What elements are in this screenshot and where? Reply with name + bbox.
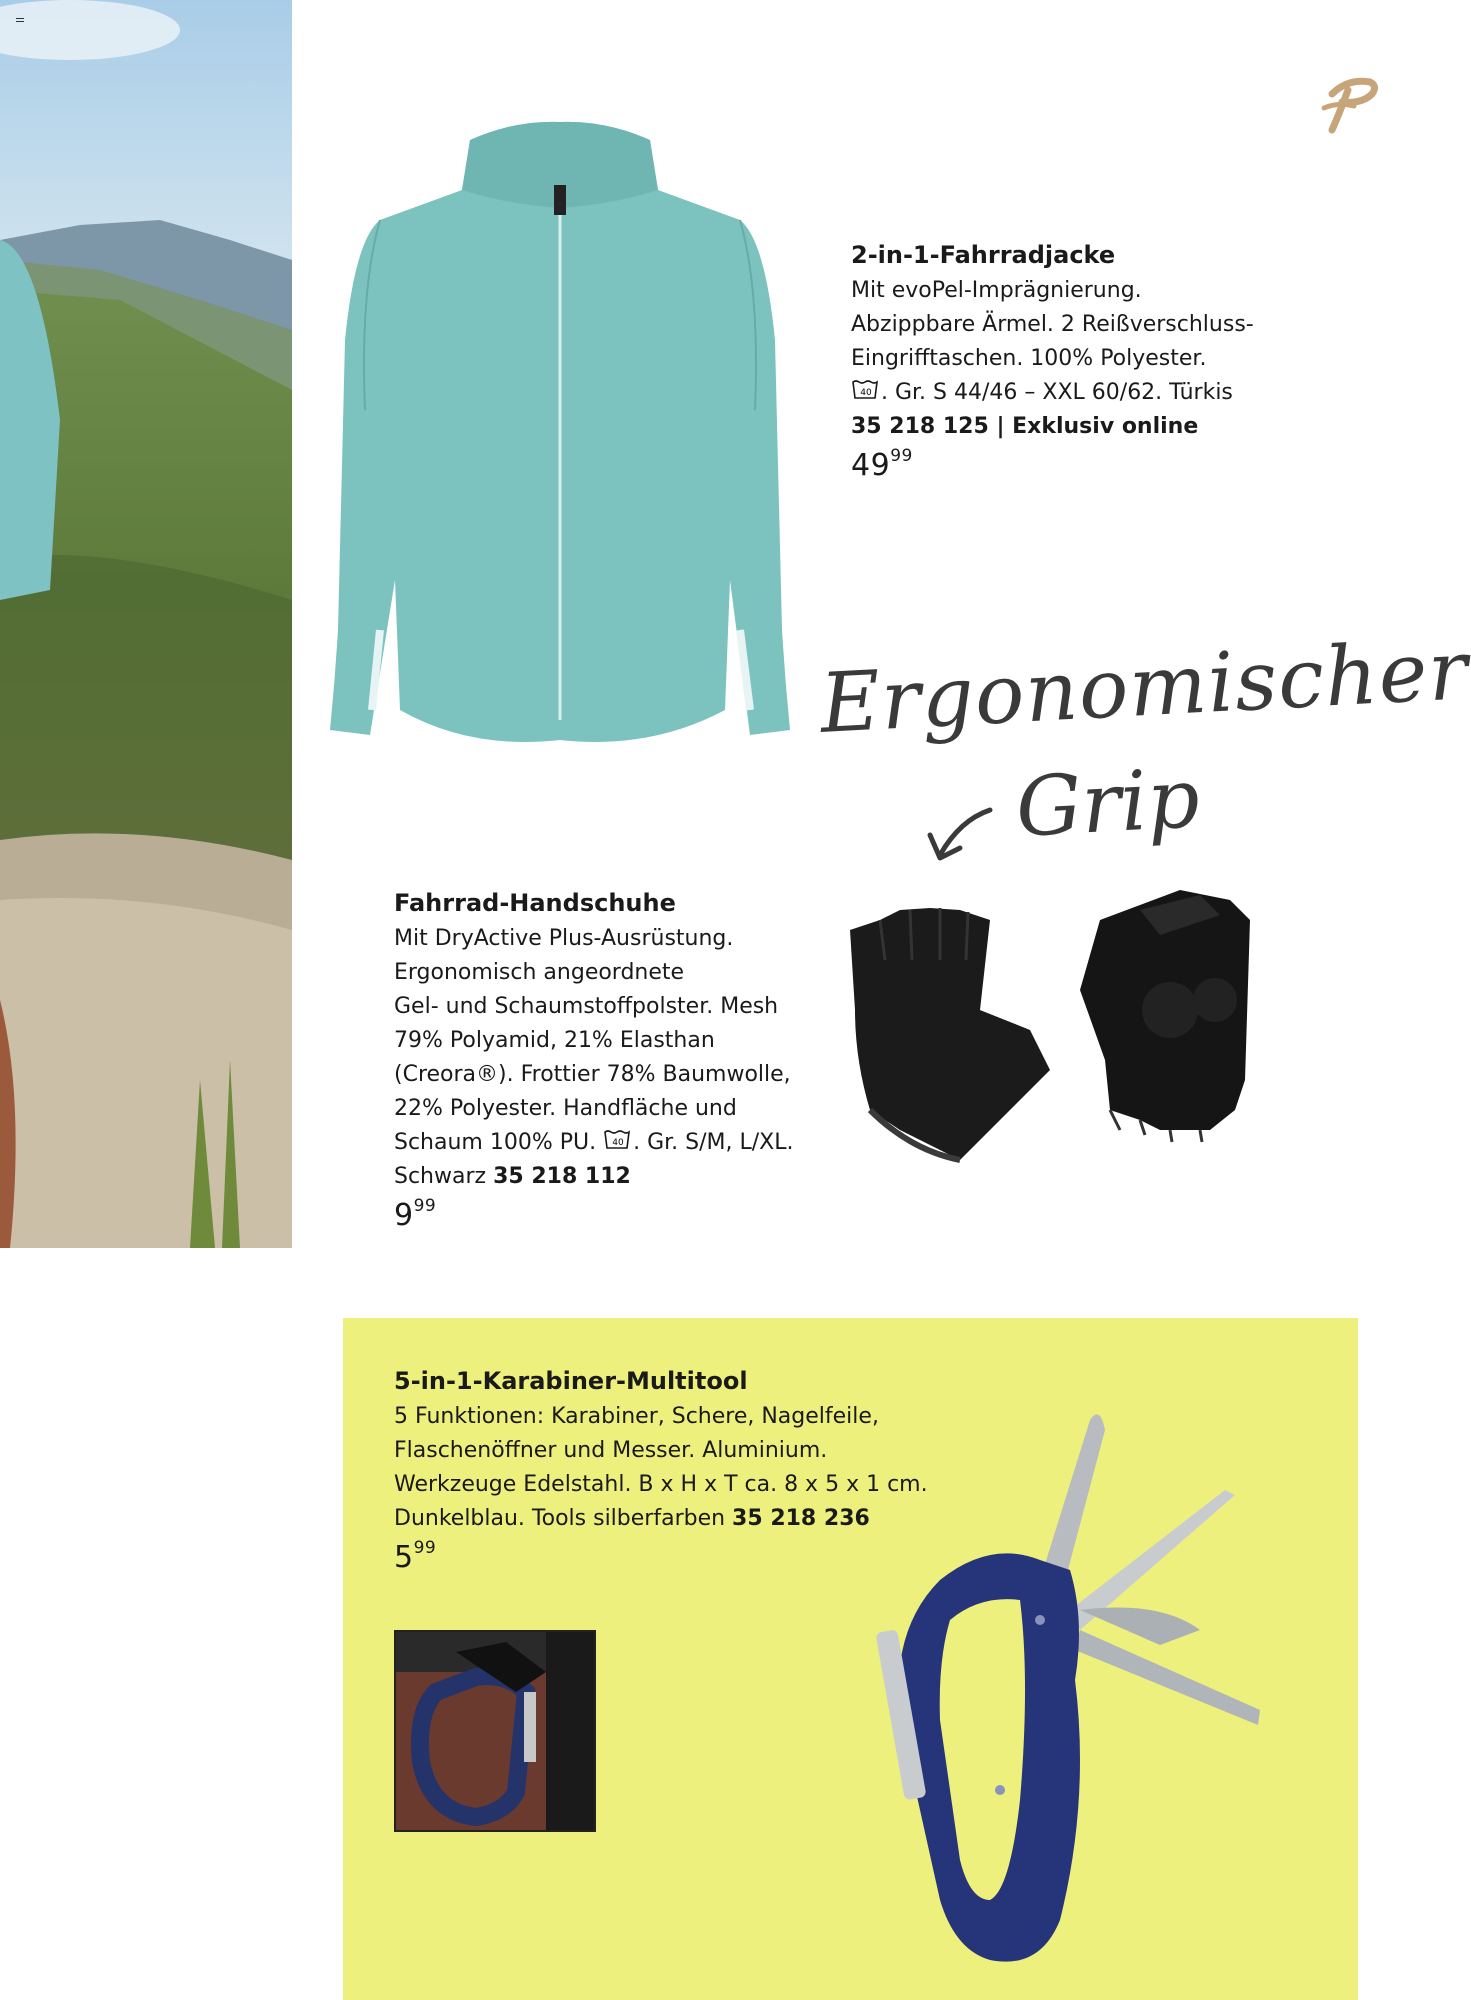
jacket-description <box>851 240 1341 483</box>
price-cents: 99 <box>413 1196 437 1216</box>
multitool-desc-line: Werkzeuge Edelstahl. B x H x T ca. 8 x 5 x 1 cm. <box>394 1472 928 1497</box>
landscape-photo <box>0 0 292 1248</box>
multitool-desc-line: 5 Funktionen: Karabiner, Schere, Nagelfeile, <box>394 1404 879 1429</box>
price-cents: 99 <box>890 446 913 466</box>
curved-arrow-icon <box>920 790 1010 870</box>
price-main: 9 <box>394 1198 414 1233</box>
gloves-article-number: 35 218 112 <box>493 1164 631 1189</box>
multitool-title: 5-in-1-Karabiner-Multitool <box>394 1367 748 1395</box>
svg-text:40: 40 <box>860 388 872 398</box>
jacket-price <box>851 448 1341 483</box>
menu-icon[interactable] <box>16 18 24 24</box>
svg-text:40: 40 <box>612 1138 624 1148</box>
jacket-size-text: . Gr. S 44/46 – XXL 60/62. Türkis <box>881 380 1233 405</box>
gloves-size-text: . Gr. S/M, L/XL. <box>633 1130 794 1155</box>
gloves-desc-line: Ergonomisch angeordnete <box>394 960 685 985</box>
script-caption-line2: Grip <box>1013 751 1202 856</box>
jacket-title: 2-in-1-Fahrradjacke <box>851 241 1116 269</box>
jacket-desc-line: Abzippbare Ärmel. 2 Reißverschluss- <box>851 312 1254 337</box>
gloves-size-line <box>394 1126 854 1160</box>
gloves-price <box>394 1198 854 1233</box>
gloves-color-text: Schwarz <box>394 1164 494 1189</box>
gloves-material-text: Schaum 100% PU. <box>394 1130 604 1155</box>
gloves-desc-line: Mit DryActive Plus-Ausrüstung. <box>394 926 734 951</box>
gloves-desc-line: 79% Polyamid, 21% Elasthan <box>394 1028 715 1053</box>
script-caption-line1: Ergonomischer <box>817 623 1471 752</box>
wash-40-icon <box>603 1128 633 1152</box>
carabiner-multitool-image <box>860 1380 1360 1980</box>
jacket-desc-line: Eingrifftaschen. 100% Polyester. <box>851 346 1207 371</box>
jacket-desc-line: Mit evoPel-Imprägnierung. <box>851 278 1142 303</box>
multitool-color-text: Dunkelblau. Tools silberfarben <box>394 1506 733 1531</box>
jacket-image <box>320 110 800 770</box>
gloves-desc-line: 22% Polyester. Handfläche und <box>394 1096 737 1121</box>
multitool-in-use-thumbnail <box>394 1630 596 1832</box>
brand-logo <box>1318 72 1380 136</box>
price-main: 49 <box>851 448 891 483</box>
gloves-desc-line: Gel- und Schaumstoffpolster. Mesh <box>394 994 779 1019</box>
gloves-title: Fahrrad-Handschuhe <box>394 889 676 917</box>
price-cents: 99 <box>413 1538 437 1558</box>
gloves-description <box>394 888 854 1233</box>
wash-40-icon <box>851 378 881 402</box>
multitool-desc-line: Flaschenöffner und Messer. Aluminium. <box>394 1438 828 1463</box>
gloves-desc-line: (Creora®). Frottier 78% Baumwolle, <box>394 1062 791 1087</box>
gloves-color-line <box>394 1160 854 1194</box>
multitool-article-number: 35 218 236 <box>732 1506 870 1531</box>
price-main: 5 <box>394 1540 414 1575</box>
gloves-image <box>840 880 1360 1180</box>
jacket-article-number: 35 218 125 | Exklusiv online <box>851 414 1199 439</box>
jacket-size-line <box>851 376 1341 410</box>
